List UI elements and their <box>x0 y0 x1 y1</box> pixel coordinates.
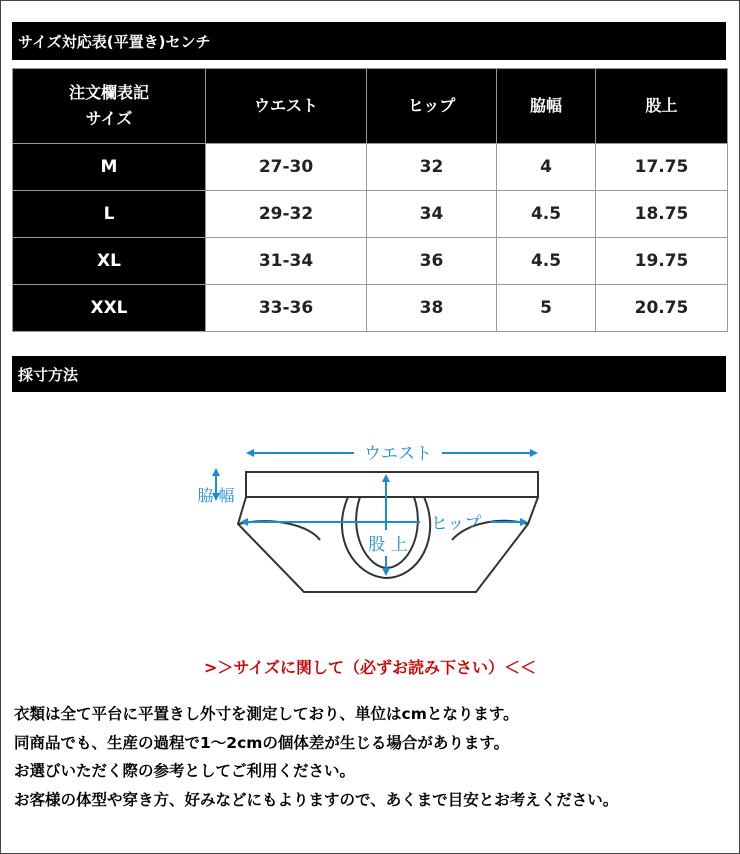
waist-cell: 27-30 <box>206 144 367 191</box>
size-table <box>12 68 728 332</box>
table-row <box>13 285 728 332</box>
hip-label: ヒップ <box>430 514 482 534</box>
hip-cell: 36 <box>367 238 497 285</box>
rise-cell: 18.75 <box>596 191 728 238</box>
rise-cell: 20.75 <box>596 285 728 332</box>
table-row <box>13 144 728 191</box>
table-row <box>13 191 728 238</box>
hip-cell: 38 <box>367 285 497 332</box>
col-header-size: 注文欄表記 サイズ <box>13 69 206 144</box>
hip-cell: 34 <box>367 191 497 238</box>
waist-cell: 29-32 <box>206 191 367 238</box>
measure-method-title: 採寸方法 <box>18 365 79 384</box>
size-cell: XL <box>13 238 206 285</box>
side-cell: 4.5 <box>497 238 596 285</box>
col-header-waist: ウエスト <box>206 69 367 144</box>
waist-cell: 33-36 <box>206 285 367 332</box>
col-header-side: 脇幅 <box>497 69 596 144</box>
hip-cell: 32 <box>367 144 497 191</box>
size-chart-title: サイズ対応表(平置き)センチ <box>18 32 211 51</box>
measure-method-header <box>12 356 726 392</box>
note-line: お選びいただく際の参考としてご利用ください。 <box>14 762 356 780</box>
waist-cell: 31-34 <box>206 238 367 285</box>
side-cell: 4.5 <box>497 191 596 238</box>
side-cell: 5 <box>497 285 596 332</box>
waist-label: ウエスト <box>364 444 432 464</box>
rise-label: 股 上 <box>368 535 408 555</box>
briefs-outline <box>238 472 538 592</box>
notes-list <box>14 700 618 814</box>
col-header-rise: 股上 <box>596 69 728 144</box>
size-cell: M <box>13 144 206 191</box>
table-row <box>13 238 728 285</box>
size-chart-header <box>12 22 726 60</box>
side-cell: 4 <box>497 144 596 191</box>
size-cell: XXL <box>13 285 206 332</box>
note-line: 衣類は全て平台に平置きし外寸を測定しており、単位はcmとなります。 <box>14 705 519 723</box>
side-width-label: 脇 幅 <box>197 486 235 505</box>
note-line: 同商品でも、生産の過程で1～2cmの個体差が生じる場合があります。 <box>14 733 510 752</box>
table-header-row <box>13 69 728 144</box>
note-line: お客様の体型や穿き方、好みなどにもよりますので、あくまで目安とお考えください。 <box>14 790 619 809</box>
rise-cell: 19.75 <box>596 238 728 285</box>
size-cell: L <box>13 191 206 238</box>
col-header-hip: ヒップ <box>367 69 497 144</box>
size-notice-heading: >＞サイズに関して（必ずお読み下さい）＜＜ <box>203 658 537 677</box>
garment-diagram <box>180 428 560 608</box>
rise-cell: 17.75 <box>596 144 728 191</box>
